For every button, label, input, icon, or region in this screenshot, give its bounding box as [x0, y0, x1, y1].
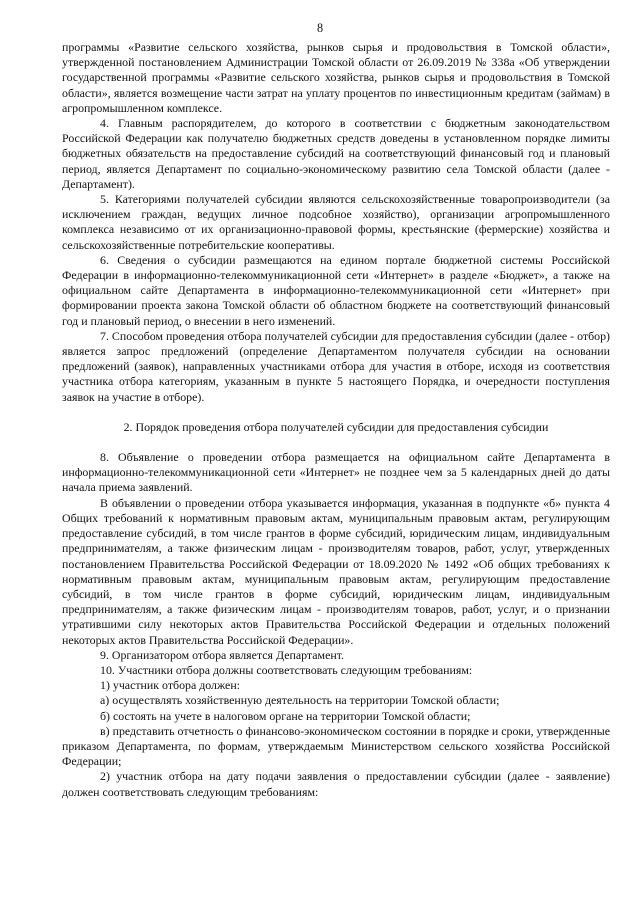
document-body [62, 40, 610, 800]
paragraph-program-continuation: программы «Развитие сельского хозяйства, рынков сырья и продовольствия в Томской области», утвержденной постановлением Администрации Томской области от 26.09.2019 № 338а «Об утверждении государственной программы «Развитие сельского хозяйства, рынков сырья и продовольствия в Томской области», является возмещение части затрат на уплату процентов по инвестиционным кредитам (займам) в агропромышленном комплексе. [62, 40, 610, 115]
paragraph-10-requirements: 10. Участники отбора должны соответствовать следующим требованиям: [100, 662, 473, 677]
page-number: 8 [316, 21, 324, 35]
paragraph-9-organizer: 9. Организатором отбора является Департамент. [100, 647, 344, 662]
list-item-b: б) состоять на учете в налоговом органе на территории Томской области; [100, 708, 471, 723]
paragraph-5-recipient-categories: 5. Категориями получателей субсидии являются сельскохозяйственные товаропроизводители (за исключением граждан, ведущих личное подсобное хозяйство), организации агропромышленного комплекса независимо от их организационно-правовой формы, крестьянские (фермерские) хозяйства и сельскохозяйственные потребительские кооперативы. [62, 192, 610, 252]
list-item-2: 2) участник отбора на дату подачи заявления о предоставлении субсидии (далее - заявление) должен соответствовать следующим требованиям: [62, 769, 610, 799]
list-item-a: а) осуществлять хозяйственную деятельность на территории Томской области; [100, 693, 500, 708]
paragraph-8-announcement: 8. Объявление о проведении отбора размещается на официальном сайте Департамента в информационно-телекоммуникационной сети «Интернет» не позднее чем за 5 календарных дней до даты начала приема заявлений. [62, 450, 610, 495]
paragraph-7-selection-method: 7. Способом проведения отбора получателей субсидии для предоставления субсидии (далее - отбор) является запрос предложений (определение Департаментом получателя субсидии на основании предложений (заявок), направленных участниками отбора для участия в отборе, исходя из соответствия участника отбора категориям, указанным в пункте 5 настоящего Порядка, и очередности поступления заявок на участие в отборе). [62, 328, 610, 404]
section-heading: 2. Порядок проведения отбора получателей субсидии для предоставления субсидии [123, 419, 549, 434]
paragraph-4-main-distributor: 4. Главным распорядителем, до которого в соответствии с бюджетным законодательством Российской Федерации как получателю бюджетных средств доведены в установленном порядке лимиты бюджетных обязательств на предоставление субсидий на соответствующий финансовый год и плановый период, является Департамент по социально-экономическому развитию села Томской области (далее - Департамент). [62, 116, 610, 191]
paragraph-announcement-details: В объявлении о проведении отбора указывается информация, указанная в подпункте «б» пункта 4 Общих требований к нормативным правовым актам, муниципальным правовым актам, регулирующим предоставление субсидий, в том числе грантов в форме субсидий, юридическим лицам, индивидуальным предпринимателям, а также физическим лицам - производителям товаров, работ, услуг, утвержденных постановлением Правительства Российской Федерации от 18.09.2020 № 1492 «Об общих требованиях к нормативным правовым актам, муниципальным правовым актам, регулирующим предоставление субсидий, в том числе грантов в форме субсидий, юридическим лицам, индивидуальным предпринимателям, а также физическим лицам - производителям товаров, работ, услуг, и о признании утратившими силу некоторых актов Правительства Российской Федерации и отдельных положений некоторых актов Правительства Российской Федерации». [62, 495, 610, 647]
paragraph-6-subsidy-info: 6. Сведения о субсидии размещаются на едином портале бюджетной системы Российской Федерации в информационно-телекоммуникационной сети «Интернет» в разделе «Бюджет», а также на официальном сайте Департамента в информационно-телекоммуникационной сети «Интернет» при формировании проекта закона Томской области об областном бюджете на соответствующий финансовый год и плановый период, о внесении в него изменений. [62, 252, 610, 328]
list-item-1: 1) участник отбора должен: [100, 678, 240, 693]
list-item-v: в) представить отчетность о финансово-экономическом состоянии в порядке и сроки, утвержденные приказом Департамента, по формам, утверждаемым Министерством сельского хозяйства Российской Федерации; [62, 723, 610, 769]
